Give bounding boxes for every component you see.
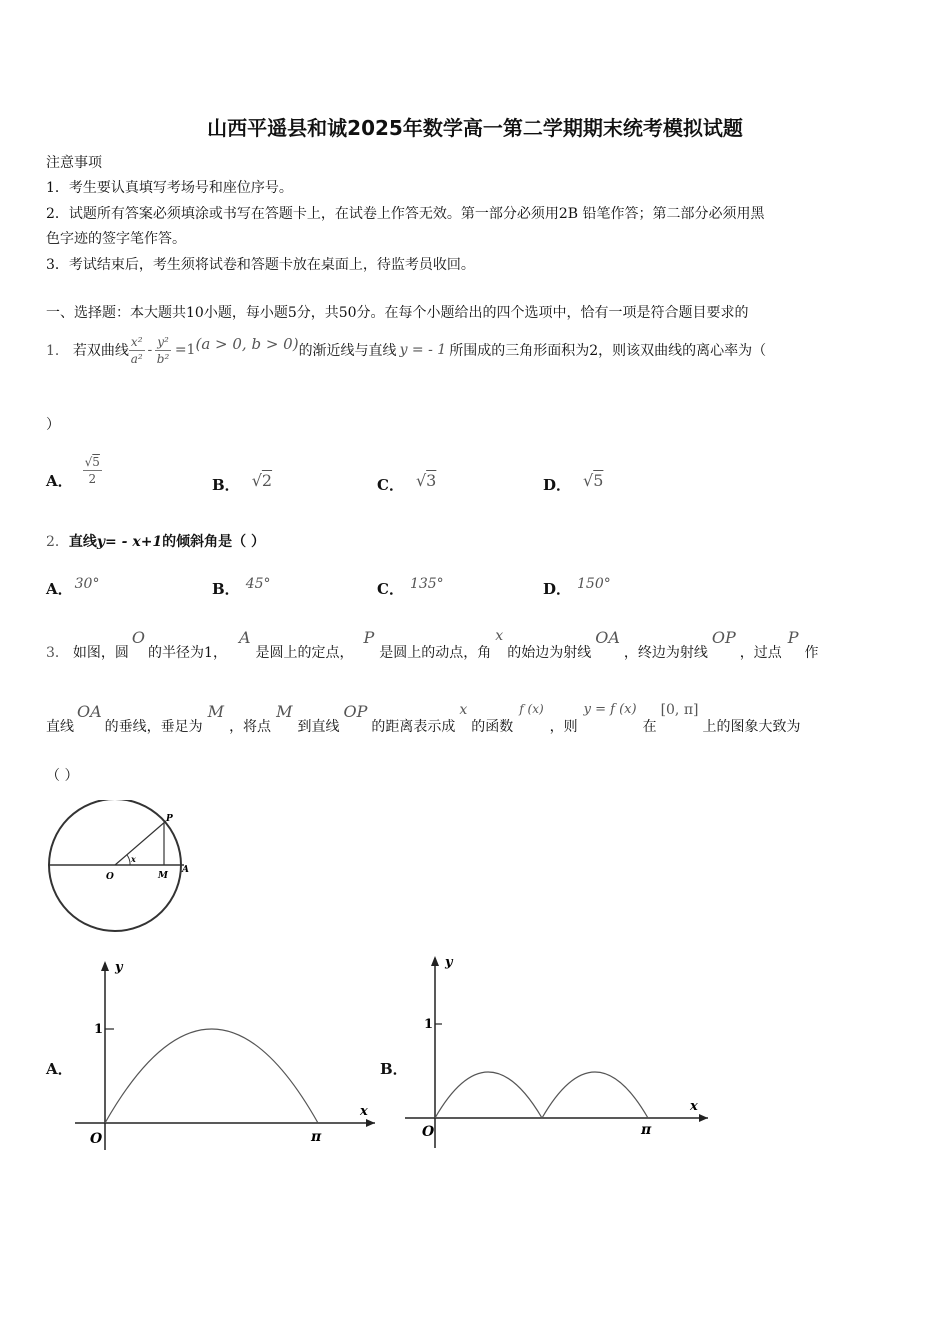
- question-number: 2．: [46, 534, 69, 550]
- axis-label-x: x: [360, 1104, 368, 1119]
- q3-text: 在: [642, 719, 657, 735]
- x-arrow: [366, 1119, 375, 1127]
- math-M: M: [276, 702, 293, 721]
- notice-heading: 注意事项: [46, 155, 102, 171]
- graph-b[interactable]: [400, 950, 720, 1150]
- q3-text: ，将点: [229, 719, 272, 735]
- q3-text: 是圆上的定点，: [255, 645, 354, 661]
- q3-text: 到直线: [297, 719, 340, 735]
- notice-item: 色字迹的签字笔作答。: [46, 231, 186, 247]
- notice-item: 1．考生要认真填写考场号和座位序号。: [46, 180, 293, 196]
- numerator: x²: [130, 334, 143, 349]
- option-label: A．: [46, 580, 73, 598]
- q3-text: 如图，圆: [72, 645, 129, 661]
- q3-text: ，则: [549, 719, 578, 735]
- axis-label-y: y: [115, 960, 123, 975]
- q2-text: 的倾斜角是（ ）: [162, 534, 266, 550]
- origin-label: O: [90, 1131, 103, 1147]
- numerator: √5: [84, 454, 100, 469]
- denominator: 2: [88, 471, 97, 486]
- y-arrow: [101, 961, 109, 971]
- option-b[interactable]: [212, 466, 272, 495]
- math-O: O: [131, 628, 146, 647]
- math-OA: OA: [595, 628, 620, 647]
- option-a[interactable]: [46, 572, 100, 598]
- line-equation: y= - x+1: [96, 534, 163, 550]
- curve-b: [435, 1072, 648, 1118]
- option-label: C．: [377, 580, 404, 598]
- option-label: D．: [543, 580, 572, 598]
- question-number: 3．: [46, 645, 69, 661]
- math-x: x: [495, 628, 504, 644]
- sqrt-value: √2: [251, 471, 273, 490]
- q3-text: 作: [804, 645, 819, 661]
- curve-a: [105, 1029, 318, 1123]
- question-2: [46, 531, 265, 551]
- angle-value: 150°: [577, 576, 611, 592]
- q3-text: 的函数: [471, 719, 514, 735]
- q1-text: 所围成的三角形面积为2，则该双曲线的离心率为（: [449, 343, 767, 359]
- option-c[interactable]: [377, 572, 444, 598]
- tick-label-one: 1: [94, 1022, 104, 1037]
- q3-text: 上的图象大致为: [702, 719, 801, 735]
- math-fx: f (x): [519, 702, 544, 716]
- option-label: D．: [543, 476, 572, 494]
- pi-label: π: [641, 1122, 652, 1138]
- label-P: P: [166, 814, 173, 824]
- q3-text: 的半径为1，: [148, 645, 227, 661]
- math-OP: OP: [711, 628, 736, 647]
- sqrt-value: √5: [583, 471, 604, 490]
- tick-label-one: 1: [424, 1017, 434, 1032]
- numerator: y²: [157, 334, 169, 349]
- equals-one: =1: [174, 342, 196, 358]
- angle-arc: [127, 855, 130, 865]
- option-d[interactable]: [543, 466, 603, 495]
- option-d[interactable]: [543, 572, 611, 598]
- page-title: 山西平遥县和诚2025年数学高一第二学期期末统考模拟试题: [207, 116, 743, 140]
- question-1: [46, 326, 766, 374]
- axis-label-y: y: [445, 955, 453, 970]
- label-A: A: [182, 865, 189, 875]
- q3-text: 直线: [46, 719, 74, 735]
- question-number: 1．: [46, 343, 69, 359]
- graph-b-label[interactable]: B．: [380, 1060, 408, 1078]
- radicand: 5: [593, 471, 604, 490]
- radicand: 5: [92, 454, 100, 469]
- label-O: O: [106, 872, 114, 882]
- option-label: B．: [212, 580, 240, 598]
- question-3: [46, 628, 819, 662]
- notice-item: 2．试题所有答案必须填涂或书写在答题卡上，在试卷上作答无效。第一部分必须用2B 铅笔作答；第二部分必须用黑: [46, 206, 765, 222]
- radius-op: [115, 821, 166, 865]
- angle-value: 30°: [74, 576, 100, 592]
- angle-value: 45°: [245, 576, 271, 592]
- q1-close-paren: ）: [46, 417, 60, 433]
- math-yfx: y = f (x): [583, 702, 637, 717]
- option-label: B．: [212, 476, 240, 494]
- graph-a-label[interactable]: A．: [46, 1060, 73, 1078]
- q3-answer-paren: （ ）: [46, 768, 79, 784]
- option-c[interactable]: [377, 466, 436, 495]
- math-interval: [0, π]: [660, 702, 699, 718]
- y-arrow: [431, 956, 439, 966]
- q3-text: ，过点: [739, 645, 782, 661]
- question-3-cont: [46, 702, 801, 736]
- option-label: A．: [46, 471, 73, 490]
- fraction-sqrt5-over-2: [83, 454, 102, 487]
- label-M: M: [158, 871, 168, 881]
- line-equation: y = - 1: [399, 342, 447, 358]
- condition: (a > 0, b > 0): [195, 335, 299, 353]
- pi-label: π: [311, 1129, 322, 1145]
- option-label: C．: [377, 476, 404, 494]
- denominator: a²: [130, 351, 143, 366]
- q3-text: ，终边为射线: [623, 645, 708, 661]
- label-x: x: [131, 854, 136, 864]
- math-A: A: [238, 628, 251, 647]
- sqrt-value: √3: [415, 471, 437, 490]
- fraction-x2-a2: [129, 334, 145, 367]
- math-OA: OA: [77, 702, 102, 721]
- circle-figure: [40, 800, 200, 940]
- fraction-y2-b2: [155, 334, 171, 367]
- option-b[interactable]: [212, 572, 271, 598]
- notice-item: 3．考试结束后，考生须将试卷和答题卡放在桌面上，待监考员收回。: [46, 257, 475, 273]
- q1-text: 若双曲线: [72, 343, 129, 359]
- q3-text: 的始边为射线: [507, 645, 592, 661]
- q3-text: 是圆上的动点，角: [379, 645, 492, 661]
- denominator: b²: [156, 351, 170, 366]
- q1-text: 的渐近线与直线: [298, 343, 397, 359]
- angle-value: 135°: [409, 576, 444, 592]
- section-heading: 一、选择题：本大题共10小题，每小题5分，共50分。在每个小题给出的四个选项中，恰有一项是符合题目要求的: [46, 305, 749, 321]
- math-P: P: [363, 628, 375, 647]
- q3-text: 的垂线，垂足为: [104, 719, 203, 735]
- math-M: M: [207, 702, 225, 721]
- radicand: 2: [261, 471, 273, 490]
- q2-text: 直线: [68, 534, 97, 550]
- graph-a[interactable]: [70, 955, 390, 1155]
- minus-sign: -: [147, 342, 153, 358]
- math-P: P: [787, 628, 799, 647]
- radicand: 3: [426, 471, 437, 490]
- option-a[interactable]: [46, 448, 102, 492]
- math-OP: OP: [343, 702, 368, 721]
- origin-label: O: [422, 1124, 435, 1140]
- axis-label-x: x: [690, 1099, 698, 1114]
- q3-text: 的距离表示成: [371, 719, 456, 735]
- math-x: x: [459, 702, 468, 718]
- x-arrow: [699, 1114, 708, 1122]
